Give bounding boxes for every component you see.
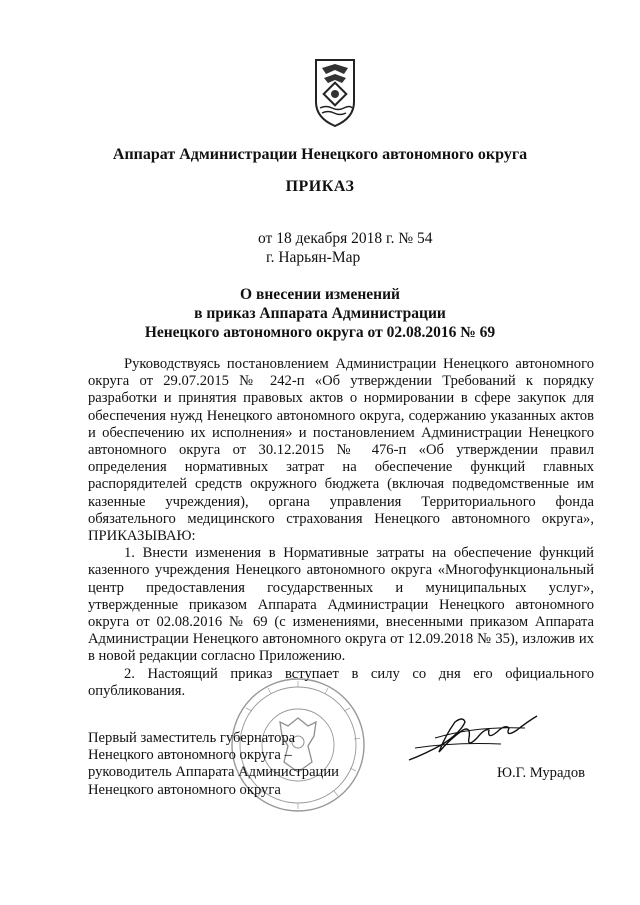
subject-line-2: в приказ Аппарата Администрации: [194, 305, 446, 322]
signatory-name: Ю.Г. Мурадов: [497, 765, 586, 781]
body-paragraph-item-2: 2. Настоящий приказ вступает в силу со дня его официального опубликования.: [88, 665, 594, 699]
signatory-line-4: Ненецкого автономного округа: [88, 781, 281, 798]
signatory-line-2: Ненецкого автономного округа –: [88, 747, 292, 764]
subject-line-1: О внесении изменений: [240, 286, 400, 303]
order-body: [88, 356, 594, 700]
handwritten-signature-icon: [405, 708, 545, 770]
signatory-position: [88, 730, 339, 799]
organization-name: Аппарат Администрации Ненецкого автономного округа: [112, 146, 528, 163]
nenets-coat-of-arms-icon: [314, 58, 356, 128]
order-subject: [0, 285, 640, 342]
document-type-title: ПРИКАЗ: [285, 178, 355, 195]
subject-line-3: Ненецкого автономного округа от 02.08.2016 № 69: [144, 324, 496, 341]
signatory-line-3: руководитель Аппарата Администрации: [88, 764, 339, 781]
signatory-line-1: Первый заместитель губернатора: [88, 730, 296, 746]
order-city: г. Нарьян-Мар: [266, 249, 361, 266]
body-paragraph-item-1: 1. Внести изменения в Нормативные затраты на обеспечение функций казенного учреждения Ненецкого автономного округа «Многофункциональный центр предоставления государственных и муниципальных услуг», утвержденные приказом Аппарата Администрации Ненецкого автономного округа от 02.08.2016 № 69 (с изменениями, внесенными приказом Аппарата Администрации Ненецкого автономного округа от 12.09.2018 № 35), изложив их в новой редакции согласно Приложению.: [88, 545, 594, 665]
body-paragraph-preamble: Руководствуясь постановлением Администрации Ненецкого автономного округа от 29.07.2015 № 242-п «Об утверждении Требований к порядку разработки и принятия правовых актов о нормировании в сфере закупок для обеспечения нужд Ненецкого автономного округа, содержанию указанных актов и обеспечению их исполнения» и постановлением Администрации Ненецкого автономного округа от 30.12.2015 № 476-п «Об утверждении правил определения нормативных затрат на обеспечение функций главных распорядителей средств окружного бюджета (включая подведомственные им казенные учреждения), органа управления Территориального фонда обязательного медицинского страхования Ненецкого автономного округа», ПРИКАЗЫВАЮ:: [88, 356, 594, 545]
order-date-number: от 18 декабря 2018 г. № 54: [258, 230, 433, 247]
